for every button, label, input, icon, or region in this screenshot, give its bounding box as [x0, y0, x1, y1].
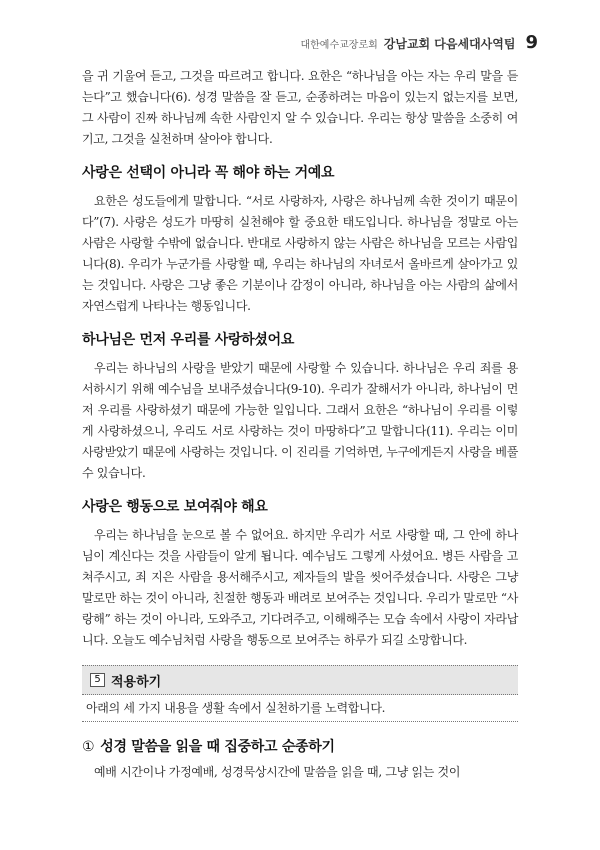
page-number: 9 [525, 32, 538, 53]
apply-item-marker: ① [82, 739, 95, 755]
page-header [300, 32, 538, 53]
section-heading: 사랑은 선택이 아니라 꼭 해야 하는 거예요 [82, 165, 335, 181]
apply-section-header [82, 665, 518, 695]
header-organization: 대한예수교장로회 [300, 40, 378, 51]
section-heading: 하나님은 먼저 우리를 사랑하셨어요 [82, 332, 295, 348]
page-content [82, 66, 518, 783]
apply-section-title: 적용하기 [111, 674, 162, 690]
apply-section-number: 5 [90, 673, 105, 687]
section-heading: 사랑은 행동으로 보여줘야 해요 [82, 499, 268, 515]
section-paragraph: 우리는 하나님의 사랑을 받았기 때문에 사랑할 수 있습니다. 하나님은 우리 죄를 용서하시기 위해 예수님을 보내주셨습니다(9-10). 우리가 잘해서가 아니라, 하나님이 먼저 우리를 사랑하셨기 때문에 가능한 일입니다. 그래서 요한은 “하나님이 우리를 이렇게 사랑하셨으니, 우리도 서로 사랑하는 것이 마땅하다”고 말합니다(11). 우리는 이미 사랑받았기 때문에 사랑하는 것입니다. 이 진리를 기억하면, 누구에게든지 사랑을 베풀 수 있습니다. [82, 361, 518, 480]
intro-paragraph: 을 귀 기울여 듣고, 그것을 따르려고 합니다. 요한은 “하나님을 아는 자는 우리 말을 듣는다”고 했습니다(6). 성경 말씀을 잘 듣고, 순종하려는 마음이 있는지 없는지를 보면, 그 사람이 진짜 하나님께 속한 사람인지 알 수 있습니다. 우리는 항상 말씀을 소중히 여기고, 그것을 실천하며 살아야 합니다. [82, 69, 518, 146]
header-team: 강남교회 다음세대사역팀 [383, 37, 516, 51]
apply-item-title: 성경 말씀을 읽을 때 집중하고 순종하기 [100, 739, 335, 755]
apply-item-heading [82, 736, 518, 756]
section-paragraph: 요한은 성도들에게 말합니다. “서로 사랑하자, 사랑은 하나님께 속한 것이기 때문이다”(7). 사랑은 성도가 마땅히 실천해야 할 중요한 태도입니다. 하나님을 정말로 아는 사람은 사랑할 수밖에 없습니다. 반대로 사랑하지 않는 사람은 하나님을 모르는 사람입니다(8). 우리가 누군가를 사랑할 때, 우리는 하나님의 자녀로서 올바르게 살아가고 있는 것입니다. 사랑은 그냥 좋은 기분이나 감정이 아니라, 하나님을 아는 사람의 삶에서 자연스럽게 나타나는 행동입니다. [82, 194, 518, 313]
apply-intro-text: 아래의 세 가지 내용을 생활 속에서 실천하기를 노력합니다. [82, 695, 518, 722]
apply-item-paragraph: 예배 시간이나 가정예배, 성경묵상시간에 말씀을 읽을 때, 그냥 읽는 것이 [94, 765, 461, 779]
section-paragraph: 우리는 하나님을 눈으로 볼 수 없어요. 하지만 우리가 서로 사랑할 때, 그 안에 하나님이 계신다는 것을 사람들이 알게 됩니다. 예수님도 그렇게 사셨어요. 병든 사람을 고쳐주시고, 죄 지은 사람을 용서해주시고, 제자들의 발을 씻어주셨습니다. 사랑은 그냥 말로만 하는 것이 아니라, 친절한 행동과 배려로 보여주는 것입니다. 우리가 말로만 “사랑해” 하는 것이 아니라, 도와주고, 기다려주고, 이해해주는 모습 속에서 사랑이 자라납니다. 오늘도 예수님처럼 사랑을 행동으로 보여주는 하루가 되길 소망합니다. [82, 528, 518, 647]
